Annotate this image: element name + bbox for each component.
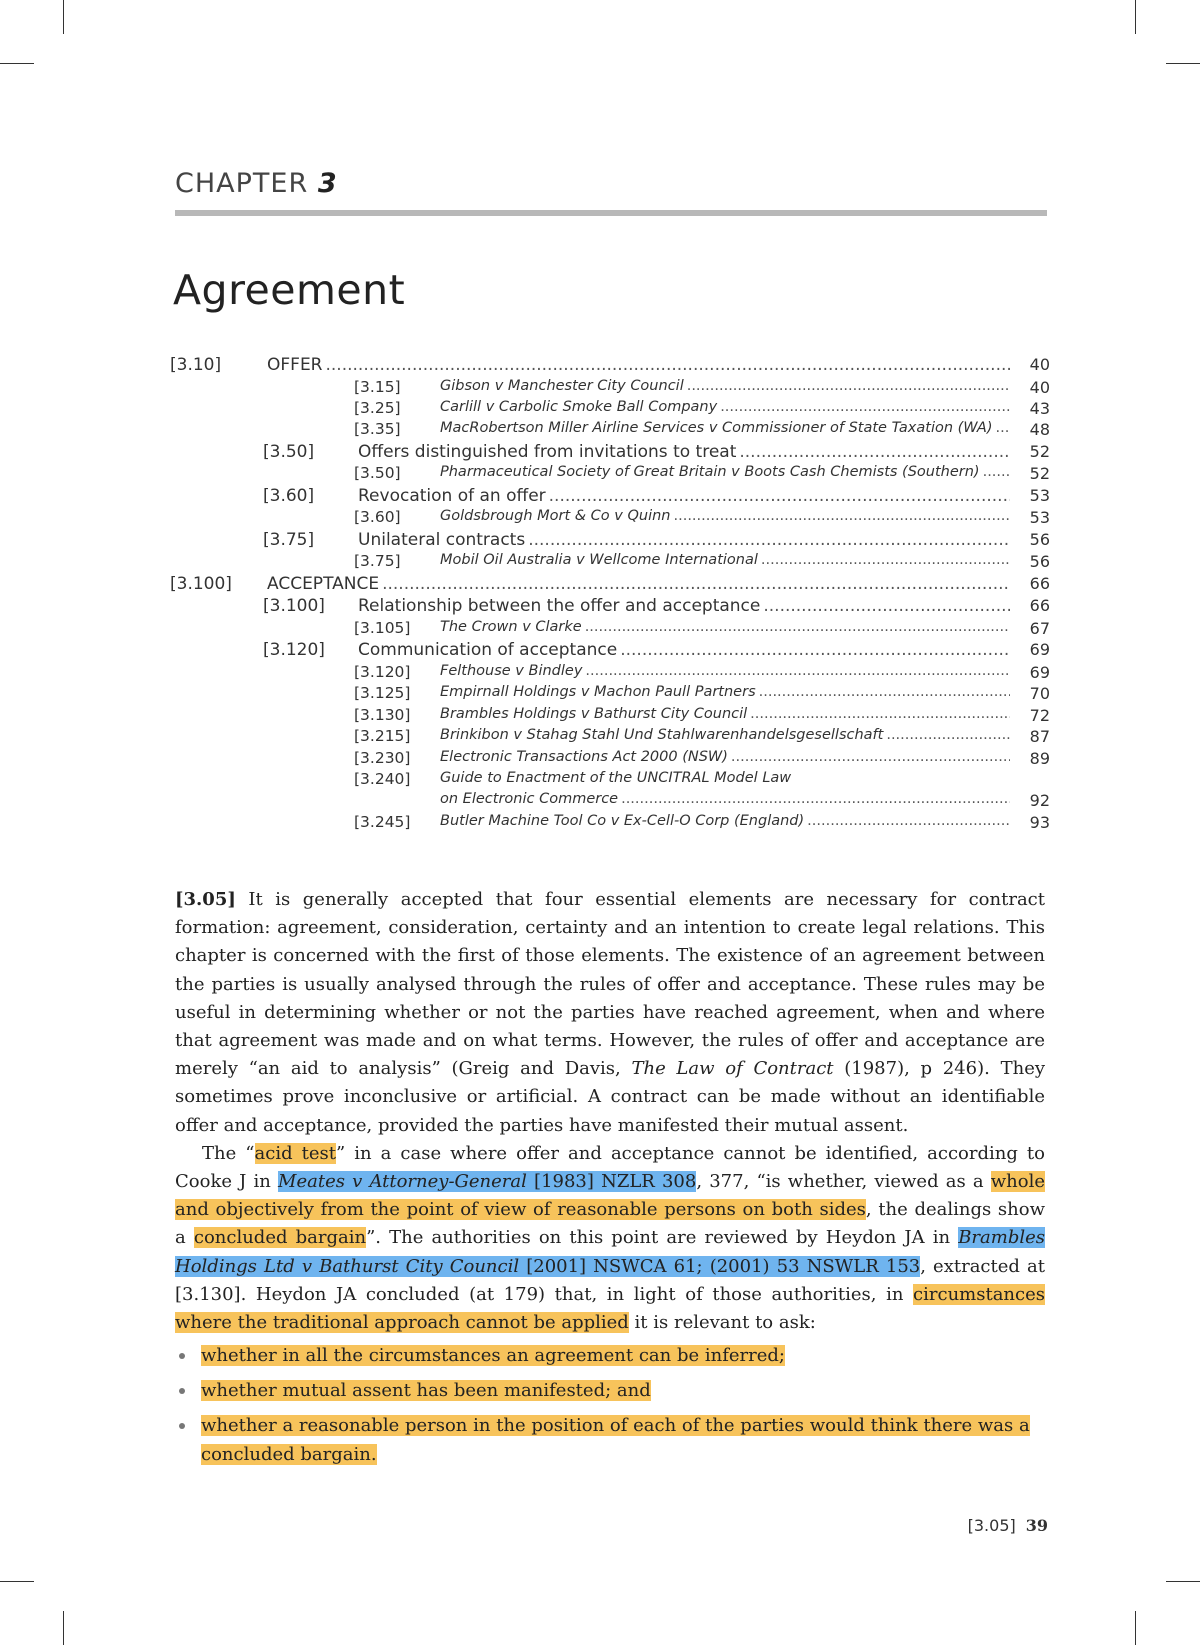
text-run: , the dealings show a [175, 1199, 1045, 1249]
toc-title: The Crown v Clarke [440, 619, 582, 635]
toc-leader-dots [739, 442, 1010, 462]
crop-mark [0, 1581, 34, 1582]
text-run: It is generally accepted that four essential elements are necessary for contract formation: agreement, consideration, certainty and an intention to create legal relations. This chapter is concerned with the first of those elements. The existence of an agreement between the parties is usually analysed through the rules of offer and acceptance. These rules may be useful in determining whether or not the parties have reached agreement, when and where that agreement was made and on what terms. However, the rules of offer and acceptance are merely “an aid to analysis” (Greig and Davis, [175, 889, 1045, 1080]
toc-ref: [3.120] [263, 640, 325, 661]
book-title: The Law of Contract [631, 1058, 834, 1080]
page-number: 39 [1025, 1516, 1048, 1535]
toc-ref: [3.35] [354, 420, 401, 439]
toc-entry[interactable] [170, 574, 1050, 596]
toc-title-wrap [440, 706, 1010, 722]
toc-ref: [3.75] [354, 552, 401, 571]
text-run: , extracted at [3.130]. Heydon JA concluded (at 179) that, in light of those authorities, in [175, 1255, 1045, 1305]
text-run: ”. The authorities on this point are reviewed by Heydon JA in [366, 1227, 959, 1249]
chapter-rule [175, 210, 1047, 216]
footer-ref: [3.05] [967, 1516, 1016, 1535]
toc-page-number: 56 [1029, 529, 1050, 549]
toc-leader-dots [326, 355, 1011, 375]
toc-leader-dots [761, 552, 1010, 568]
crop-mark [1135, 0, 1136, 34]
bullet-list [175, 1341, 1045, 1469]
toc-title: Revocation of an offer [358, 485, 546, 506]
toc-leader-dots [720, 399, 1010, 415]
text-run: , 377, “is whether, viewed as a [696, 1171, 991, 1193]
toc-ref: [3.60] [354, 508, 401, 527]
toc-page-number: 43 [1029, 399, 1050, 418]
toc-title-wrap [440, 420, 1010, 436]
toc-ref: [3.120] [354, 663, 411, 681]
citation-highlight: [1983] NZLR 308 [526, 1171, 697, 1193]
toc-title: Gibson v Manchester City Council [440, 377, 684, 394]
toc-leader-dots [996, 420, 1011, 436]
crop-mark [1166, 1581, 1200, 1582]
toc-page-number: 66 [1029, 573, 1050, 593]
toc-title-wrap [267, 355, 1010, 375]
toc-leader-dots [763, 596, 1010, 616]
toc-entry[interactable] [170, 640, 1050, 662]
toc-title: Brambles Holdings v Bathurst City Council [440, 705, 748, 722]
toc-leader-dots [585, 663, 1010, 679]
toc-title-wrap [440, 791, 1010, 807]
crop-mark [63, 0, 64, 34]
list-item [175, 1411, 1045, 1469]
toc-title: Carlill v Carbolic Smoke Ball Company [440, 399, 718, 415]
toc-page-number: 66 [1029, 596, 1050, 616]
text-run: ” in a case where offer and acceptance cannot be identified, according to Cooke J in [175, 1142, 1045, 1193]
toc-entry-continuation[interactable] [170, 791, 1050, 813]
toc-entry[interactable] [170, 420, 1050, 442]
toc-ref: [3.230] [354, 748, 411, 767]
toc-title-wrap [440, 684, 1010, 700]
crop-mark [0, 63, 34, 64]
toc-ref: [3.100] [170, 573, 232, 594]
toc-ref: [3.245] [354, 812, 411, 831]
text-run: it is relevant to ask: [628, 1312, 816, 1334]
highlight: concluded bargain [193, 1227, 367, 1249]
toc-entry[interactable] [170, 442, 1050, 464]
toc-entry[interactable] [170, 486, 1050, 508]
toc-title: Butler Machine Tool Co v Ex-Cell-O Corp (England) [440, 812, 805, 829]
toc-page-number: 87 [1029, 727, 1050, 747]
toc-title: Unilateral contracts [358, 529, 526, 550]
toc-entry[interactable] [170, 727, 1050, 749]
crop-mark [63, 1611, 64, 1645]
paragraph-3-05 [175, 886, 1045, 1140]
toc-title-wrap [358, 442, 1010, 462]
body-text [175, 886, 1045, 1475]
toc-title: Offers distinguished from invitations to treat [358, 441, 737, 462]
bullet-icon [179, 1353, 185, 1359]
toc-leader-dots [807, 813, 1010, 829]
paragraph-ref: [3.05] [175, 889, 236, 910]
toc-title-wrap [358, 530, 1010, 550]
toc-page-number: 53 [1029, 485, 1050, 505]
toc-title: ACCEPTANCE [267, 573, 380, 594]
toc-title: Goldsbrough Mort & Co v Quinn [440, 508, 671, 525]
paragraph-acid-test [175, 1140, 1045, 1337]
toc-leader-dots [886, 727, 1010, 743]
toc-leader-dots [687, 378, 1010, 394]
toc-title-wrap [440, 749, 1010, 765]
toc-page-number: 40 [1029, 377, 1050, 397]
chapter-heading [175, 168, 338, 199]
toc-ref: [3.10] [170, 355, 222, 375]
toc-page-number: 69 [1029, 663, 1050, 682]
toc-title: Relationship between the offer and acceptance [358, 596, 761, 617]
toc-ref: [3.50] [263, 441, 315, 462]
toc-title-wrap [440, 552, 1010, 568]
toc-entry[interactable] [170, 596, 1050, 618]
toc-page-number: 89 [1029, 748, 1050, 768]
toc-entry[interactable] [170, 378, 1050, 400]
toc-page-number: 52 [1029, 464, 1050, 484]
toc-entry[interactable] [170, 508, 1050, 530]
citation-highlight: [2001] NSWCA 61; (2001) 53 NSWLR 153 [519, 1255, 921, 1277]
toc-title: Brinkibon v Stahag Stahl Und Stahlwarenhandelsgesellschaft [440, 727, 884, 744]
toc-entry[interactable] [170, 619, 1050, 641]
bullet-icon [179, 1388, 185, 1394]
toc-ref: [3.25] [354, 399, 401, 417]
toc-title-wrap [440, 727, 1010, 743]
toc-title-wrap [440, 464, 1010, 480]
toc-leader-dots [528, 530, 1010, 550]
highlight: whether a reasonable person in the position of each of the parties would think there was a concluded bargain. [201, 1415, 1030, 1466]
page-footer [968, 1516, 1048, 1535]
toc-title: OFFER [267, 355, 323, 375]
toc-title: Felthouse v Bindley [440, 663, 583, 679]
toc-entry[interactable] [170, 552, 1050, 574]
toc-entry[interactable] [170, 399, 1050, 421]
toc-entry[interactable] [170, 749, 1050, 771]
list-item [175, 1376, 1045, 1405]
toc-title: Pharmaceutical Society of Great Britain v Boots Cash Chemists (Southern) [440, 464, 980, 481]
toc-page-number: 72 [1029, 705, 1050, 725]
crop-mark [1135, 1611, 1136, 1645]
toc-title-wrap [358, 640, 1010, 660]
toc-entry[interactable] [170, 813, 1050, 835]
toc-page-number: 93 [1029, 812, 1050, 832]
toc-ref: [3.125] [354, 684, 411, 703]
toc-title-wrap [358, 596, 1010, 616]
toc-leader-dots [620, 640, 1010, 660]
toc-title: Guide to Enactment of the UNCITRAL Model Law [440, 770, 792, 786]
highlight: circumstances where the traditional approach cannot be applied [175, 1283, 1045, 1334]
toc-title: Electronic Transactions Act 2000 (NSW) [440, 748, 728, 765]
toc-title: Mobil Oil Australia v Wellcome International [440, 552, 758, 569]
bullet-icon [179, 1423, 185, 1429]
toc-title-wrap [440, 399, 1010, 415]
toc-title-wrap [358, 486, 1010, 506]
toc-leader-dots [382, 574, 1010, 594]
toc-leader-dots [983, 464, 1010, 480]
text-run: (1987), p 246). They sometimes prove inconclusive or artificial. A contract can be made without an identifiable offer and acceptance, provided the parties have manifested their mutual assent. [175, 1058, 1046, 1136]
toc-title: Communication of acceptance [358, 640, 618, 661]
toc-page-number: 67 [1029, 619, 1050, 638]
toc-page-number: 56 [1029, 552, 1050, 572]
toc-ref: [3.130] [354, 705, 411, 724]
toc-ref: [3.60] [263, 485, 315, 506]
toc-leader-dots [759, 684, 1010, 700]
toc-entry[interactable] [170, 770, 1050, 792]
toc-title: on Electronic Commerce [440, 791, 619, 808]
toc-page-number: 92 [1029, 791, 1050, 811]
toc-page-number: 40 [1029, 355, 1050, 374]
toc-leader-dots [585, 619, 1010, 635]
toc-title-wrap [440, 813, 1010, 829]
toc-leader-dots [750, 706, 1010, 722]
highlight: whether in all the circumstances an agreement can be inferred; [201, 1345, 785, 1367]
toc-title-wrap [440, 378, 1010, 394]
page-title: Agreement [173, 266, 406, 314]
toc-leader-dots [621, 791, 1010, 807]
toc-ref: [3.240] [354, 770, 411, 788]
toc-page-number: 69 [1029, 640, 1050, 660]
highlight: acid test [254, 1142, 336, 1164]
toc-title: MacRobertson Miller Airline Services v Commissioner of State Taxation (WA) [440, 420, 993, 437]
toc-leader-dots [731, 749, 1010, 765]
toc-title-wrap [267, 574, 1010, 594]
text-run: The “ [202, 1142, 255, 1164]
toc-entry[interactable] [170, 706, 1050, 728]
toc-page-number: 52 [1029, 441, 1050, 461]
toc-ref: [3.105] [354, 619, 411, 637]
toc-title-wrap [440, 663, 1010, 679]
list-item [175, 1341, 1045, 1370]
toc-page-number: 53 [1029, 508, 1050, 528]
toc-entry[interactable] [170, 530, 1050, 552]
toc-entry[interactable] [170, 464, 1050, 486]
toc-leader-dots [549, 486, 1010, 506]
toc-page-number: 70 [1029, 684, 1050, 704]
toc-title-wrap [440, 508, 1010, 524]
chapter-number: 3 [317, 168, 338, 199]
toc-ref: [3.15] [354, 377, 401, 396]
case-name-highlight: Meates v Attorney-General [278, 1171, 527, 1193]
highlight: whether mutual assent has been manifested; and [201, 1380, 651, 1402]
toc-title: Empirnall Holdings v Machon Paull Partners [440, 684, 756, 701]
toc-ref: [3.50] [354, 464, 401, 483]
toc-entry[interactable] [170, 684, 1050, 706]
toc-ref: [3.75] [263, 529, 315, 550]
chapter-label: CHAPTER [175, 168, 309, 199]
toc-entry[interactable] [170, 663, 1050, 685]
crop-mark [1166, 63, 1200, 64]
toc-leader-dots [674, 508, 1011, 524]
highlight: whole and objectively from the point of view of reasonable persons on both sides [175, 1171, 1045, 1221]
case-name-highlight: Brambles Holdings Ltd v Bathurst City Council [175, 1227, 1046, 1277]
toc-ref: [3.100] [263, 596, 325, 617]
toc-entry[interactable] [170, 355, 1050, 377]
toc-title-wrap [440, 619, 1010, 635]
toc-page-number: 48 [1029, 420, 1050, 440]
toc-ref: [3.215] [354, 727, 411, 746]
